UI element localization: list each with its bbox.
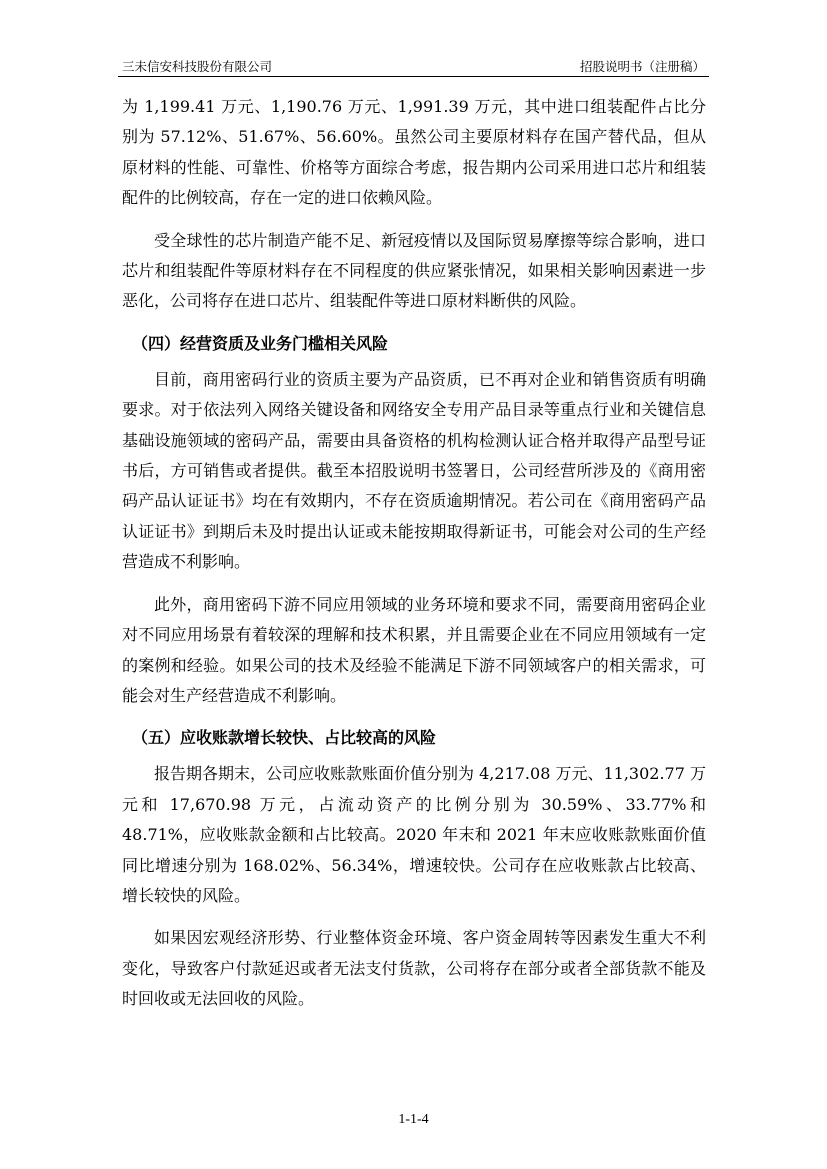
header-doc-type: 招股说明书（注册稿） — [579, 59, 705, 74]
header-company: 三未信安科技股份有限公司 — [122, 59, 273, 74]
paragraph-supply-risk: 受全球性的芯片制造产能不足、新冠疫情以及国际贸易摩擦等综合影响，进口芯片和组装配件等原材料存在不同程度的供应紧张情况，如果相关影响因素进一步恶化，公司将存在进口芯片、组装配件等进口原材料断供的风险。 — [122, 230, 706, 311]
document-body — [122, 92, 706, 1015]
paragraph-import-ratio: 为 1,199.41 万元、1,190.76 万元、1,991.39 万元，其中进口组装配件占比分别为 57.12%、51.67%、56.60%。虽然公司主要原材料存在国产替代品，但从原材料的性能、可靠性、价格等方面综合考虑，报告期内公司采用进口芯片和组装配件的比例较高，存在一定的进口依赖风险。 — [122, 97, 706, 208]
section-heading-receivables: （五）应收账款增长较快、占比较高的风险 — [132, 728, 437, 748]
page-header — [118, 54, 709, 77]
paragraph-qualification: 目前，商用密码行业的资质主要为产品资质，已不再对企业和销售资质有明确要求。对于依法列入网络关键设备和网络安全专用产品目录等重点行业和关键信息基础设施领域的密码产品，需要由具备资格的机构检测认证合格并取得产品型号证书后，方可销售或者提供。截至本招股说明书签署日，公司经营所涉及的《商用密码产品认证证书》均在有效期内，不存在资质逾期情况。若公司在《商用密码产品认证证书》到期后未及时提出认证或未能按期取得新证书，可能会对公司的生产经营造成不利影响。 — [122, 369, 706, 572]
paragraph-receivables: 报告期各期末，公司应收账款账面价值分别为 4,217.08 万元、11,302.77 万元和 17,670.98 万元，占流动资产的比例分别为 30.59%、33.77%和 48.71%，应收账款金额和占比较高。2020 年末和 2021 年末应收账款账面价值同比增速分别为 168.02%、56.34%，增速较快。公司存在应收账款占比较高、增长较快的风险。 — [122, 764, 706, 905]
page-number: 1-1-4 — [398, 1112, 429, 1127]
section-heading-qualification: （四）经营资质及业务门槛相关风险 — [132, 333, 389, 353]
paragraph-collection-risk: 如果因宏观经济形势、行业整体资金环境、客户资金周转等因素发生重大不利变化，导致客户付款延迟或者无法支付货款，公司将存在部分或者全部货款不能及时回收或无法回收的风险。 — [122, 928, 706, 1009]
paragraph-application-domains: 此外，商用密码下游不同应用领域的业务环境和要求不同，需要商用密码企业对不同应用场景有着较深的理解和技术积累，并且需要企业在不同应用领域有一定的案例和经验。如果公司的技术及经验不能满足下游不同领域客户的相关需求，可能会对生产经营造成不利影响。 — [122, 594, 706, 705]
